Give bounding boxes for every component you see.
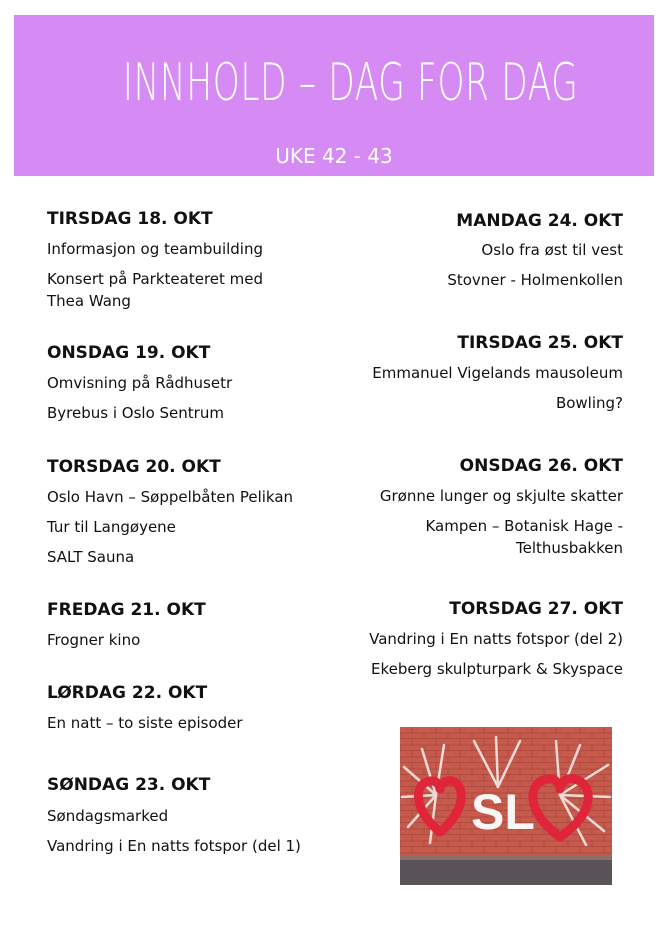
day-block <box>47 208 337 312</box>
day-heading: TIRSDAG 25. OKT <box>457 333 623 353</box>
oslo-graffiti-photo <box>400 727 612 885</box>
activity-item: Informasjon og teambuilding <box>47 240 263 258</box>
day-heading: MANDAG 24. OKT <box>456 211 623 231</box>
day-heading: LØRDAG 22. OKT <box>47 683 208 703</box>
activity-item: Vandring i En natts fotspor (del 2) <box>369 630 623 648</box>
day-block <box>47 342 337 424</box>
week-subtitle: UKE 42 - 43 <box>275 144 393 168</box>
activity-item: Emmanuel Vigelands mausoleum <box>372 364 623 382</box>
day-block <box>345 332 623 414</box>
activity-item: Bowling? <box>555 394 623 412</box>
graffiti-text: SL <box>471 784 535 840</box>
activity-item: En natt – to siste episoder <box>47 714 243 732</box>
day-heading: ONSDAG 26. OKT <box>459 456 623 476</box>
day-heading: TORSDAG 20. OKT <box>47 457 221 477</box>
activity-item: Byrebus i Oslo Sentrum <box>47 404 224 422</box>
day-block <box>47 682 337 734</box>
activity-item: Søndagsmarked <box>47 807 169 825</box>
activity-item: Tur til Langøyene <box>47 518 176 536</box>
activity-item: SALT Sauna <box>47 548 135 566</box>
activity-item: Omvisning på Rådhusetr <box>47 374 233 392</box>
day-block <box>47 599 337 651</box>
day-block <box>345 455 623 559</box>
page-title: INNHOLD – DAG FOR DAG <box>122 53 579 113</box>
day-heading: TIRSDAG 18. OKT <box>47 209 213 229</box>
day-block <box>345 210 623 291</box>
graffiti-image <box>400 727 612 885</box>
activity-item: Vandring i En natts fotspor (del 1) <box>47 837 301 855</box>
day-block <box>47 774 337 857</box>
activity-item: Oslo Havn – Søppelbåten Pelikan <box>47 488 294 506</box>
day-heading: ONSDAG 19. OKT <box>47 343 211 363</box>
activity-item: Kampen – Botanisk Hage - Telthusbakken <box>425 517 623 557</box>
day-block <box>47 456 337 568</box>
day-heading: SØNDAG 23. OKT <box>47 775 211 795</box>
day-heading: FREDAG 21. OKT <box>47 600 206 620</box>
day-block <box>345 598 623 680</box>
activity-item: Konsert på Parkteateret med Thea Wang <box>47 270 264 310</box>
activity-item: Stovner - Holmenkollen <box>447 271 623 289</box>
activity-item: Frogner kino <box>47 631 141 649</box>
activity-item: Oslo fra øst til vest <box>481 241 623 259</box>
title-banner <box>14 15 654 176</box>
activity-item: Grønne lunger og skjulte skatter <box>379 487 623 505</box>
day-heading: TORSDAG 27. OKT <box>449 599 623 619</box>
activity-item: Ekeberg skulpturpark & Skyspace <box>371 660 623 678</box>
